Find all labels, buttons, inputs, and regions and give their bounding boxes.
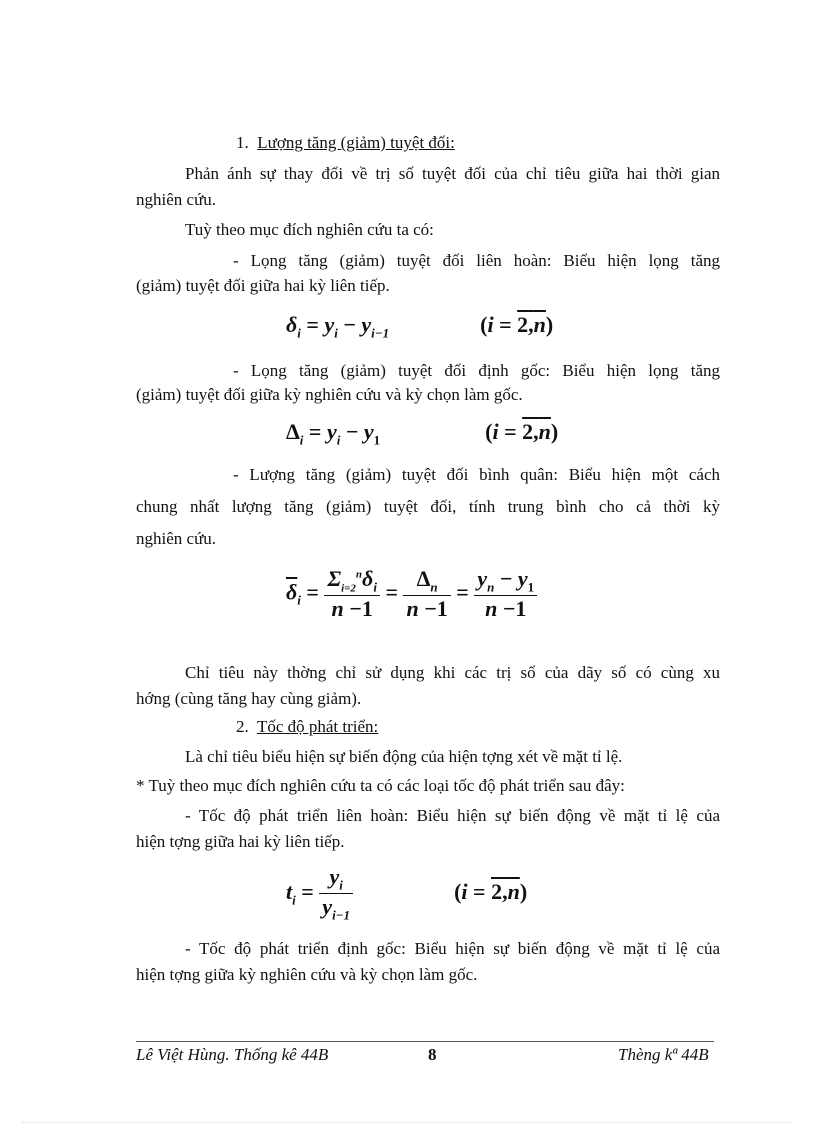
section-heading-1 (236, 132, 455, 154)
list-item-line: (giảm) tuyệt đối giữa kỳ nghiên cứu và kỳ chọn làm gốc. (136, 385, 523, 404)
paragraph-line: Tuỳ theo mục đích nghiên cứu ta có: (185, 220, 434, 239)
section-heading-2 (236, 716, 378, 738)
list-item-line: - Tốc độ phát triển định gốc: Biểu hiện sự biến động về mặt tỉ lệ của (185, 939, 720, 958)
formula-average-increase: $\overline{\delta}_i$ = $\frac{\Sigma_{i=2}^n\delta_i}{n -1}$ = $\frac{\Delta_n}{n -1}$ = $\frac{y_n - y_1}{n -1}$ (286, 566, 537, 622)
formula-chain-growth: $t_i$ = $\frac{y_i}{y_{i-1}}$ $(i = 2,\overline{n})$ (286, 864, 528, 923)
footer-rule (136, 1041, 714, 1042)
formula-fixed-base-increase: $\Delta_i = y_i - y_1$ $(i = 2,\overline{n})$ (286, 419, 559, 448)
list-item-line: - Lượng tăng (giảm) tuyệt đối bình quân: Biểu hiện một cách (233, 465, 720, 484)
list-item-line: - Lọng tăng (giảm) tuyệt đối liên hoàn: Biểu hiện lọng tăng (233, 251, 720, 270)
paragraph-line: Chỉ tiêu này thờng chỉ sử dụng khi các trị số của dãy số có cùng xu (185, 663, 720, 682)
list-item-line: hiện tợng giữa hai kỳ liên tiếp. (136, 832, 345, 851)
paragraph-line: Phản ánh sự thay đổi về trị số tuyệt đối của chỉ tiêu giữa hai thời gian (185, 164, 720, 183)
paragraph-line: hớng (cùng tăng hay cùng giảm). (136, 689, 362, 708)
list-item-line: nghiên cứu. (136, 529, 217, 548)
paragraph-line: Là chỉ tiêu biểu hiện sự biến động của hiện tợng xét về mặt tỉ lệ. (185, 747, 623, 766)
list-item-line: chung nhất lượng tăng (giảm) tuyệt đối, tính trung bình cho cả thời kỳ (136, 497, 720, 516)
footer-author: Lê Việt Hùng. Thống kê 44B (136, 1045, 329, 1064)
formula-chain-increase: $\delta_i = y_i - y_{i-1}$ $(i = 2,\overline{n})$ (286, 312, 554, 341)
paragraph-line: * Tuỳ theo mục đích nghiên cứu ta có các loại tốc độ phát triển sau đây: (136, 776, 625, 795)
section-number: 1. (236, 133, 249, 152)
footer-right: Thèng kª 44B (618, 1045, 709, 1064)
list-item-line: - Lọng tăng (giảm) tuyệt đối định gốc: Biểu hiện lọng tăng (233, 361, 720, 380)
section-title: Tốc độ phát triển: (256, 717, 379, 736)
list-item-line: (giảm) tuyệt đối giữa hai kỳ liên tiếp. (136, 276, 390, 295)
section-title: Lượng tăng (giảm) tuyệt đối: (257, 133, 455, 152)
section-number: 2. (236, 717, 249, 736)
paragraph-line: nghiên cứu. (136, 190, 217, 209)
list-item-line: - Tốc độ phát triển liên hoàn: Biểu hiện sự biến động về mặt tỉ lệ của (185, 806, 720, 825)
page-number: 8 (428, 1045, 437, 1064)
list-item-line: hiện tợng giữa kỳ nghiên cứu và kỳ chọn làm gốc. (136, 965, 478, 984)
